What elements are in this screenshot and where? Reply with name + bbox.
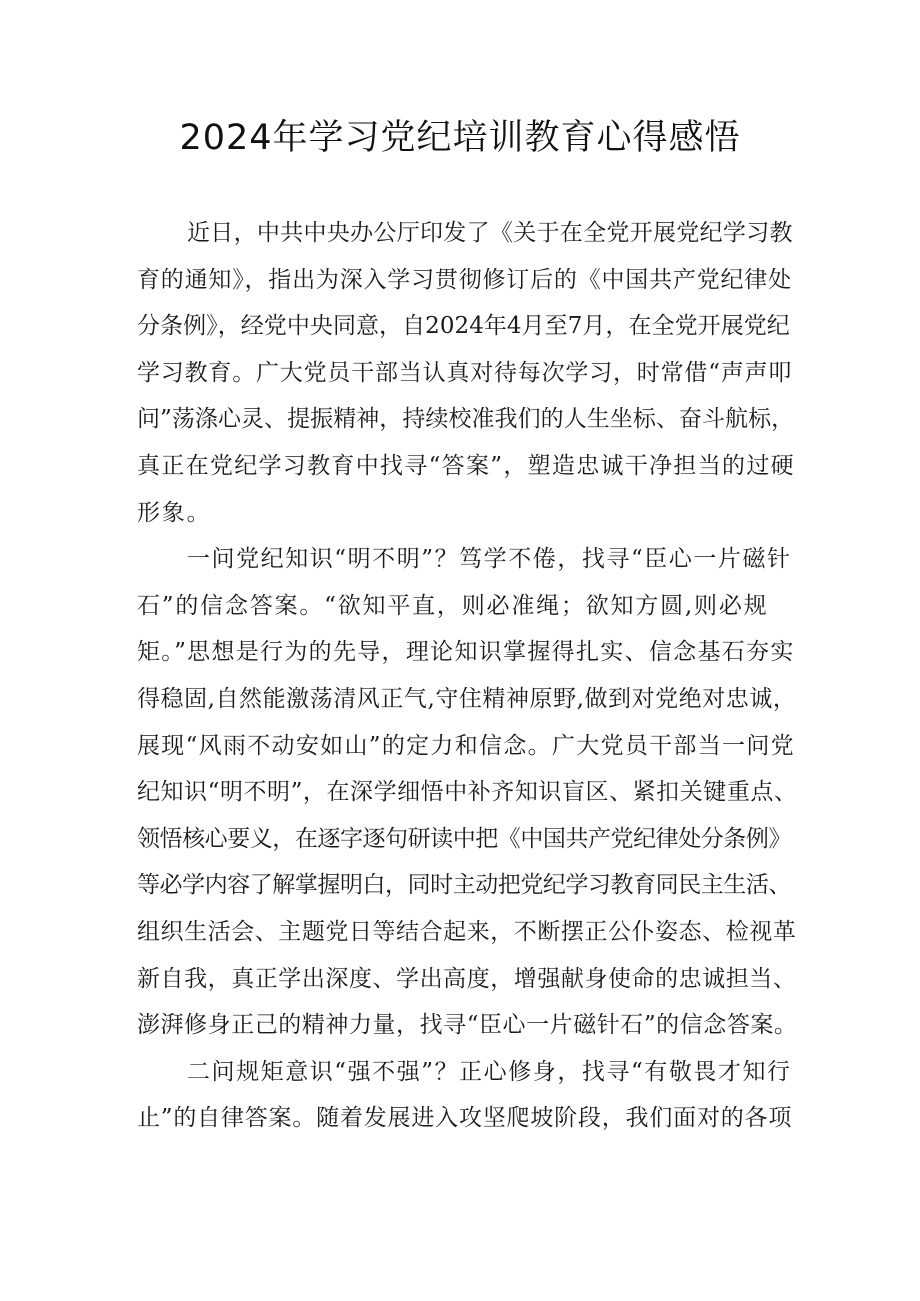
text-line: 真正在党纪学习教育中找寻“答案”，塑造忠诚干净担当的过硬 bbox=[137, 452, 795, 479]
text-line: 学习教育。广大党员干部当认真对待每次学习，时常借“声声叩 bbox=[137, 359, 793, 386]
text-line: 组织生活会、主题党日等结合起来，不断摆正公仆姿态、检视革 bbox=[137, 918, 797, 945]
text-line: 止”的自律答案。随着发展进入攻坚爬坡阶段，我们面对的各项 bbox=[137, 1105, 793, 1132]
text-line: 得稳固,自然能激荡清风正气,守住精神原野,做到对党绝对忠诚， bbox=[137, 685, 797, 712]
text-line: 石”的信念答案。“欲知平直，则必准绳；欲知方圆,则必规 bbox=[137, 592, 769, 619]
document-body bbox=[137, 210, 797, 1142]
text-line: 近日，中共中央办公厅印发了《关于在全党开展党纪学习教 bbox=[187, 220, 793, 246]
text-line: 展现“风雨不动安如山”的定力和信念。广大党员干部当一问党 bbox=[137, 732, 795, 759]
text-line: 矩。”思想是行为的先导，理论知识掌握得扎实、信念基石夯实 bbox=[137, 639, 795, 666]
text-line: 澎湃修身正己的精神力量，找寻“臣心一片磁针石”的信念答案。 bbox=[137, 1012, 798, 1039]
text-line: 纪知识“明不明”，在深学细悟中补齐知识盲区、紧扣关键重点、 bbox=[137, 779, 798, 806]
text-line: 新自我，真正学出深度、学出高度，增强献身使命的忠诚担当、 bbox=[137, 965, 797, 992]
text-line: 分条例》，经党中央同意，自2024年4月至7月，在全党开展党纪 bbox=[137, 313, 790, 340]
document-title: 2024年学习党纪培训教育心得感悟 bbox=[179, 118, 741, 158]
text-line: 一问党纪知识“明不明”？笃学不倦，找寻“臣心一片磁针 bbox=[187, 546, 792, 573]
text-line: 领悟核心要义，在逐字逐句研读中把《中国共产党纪律处分条例》 bbox=[137, 825, 791, 852]
text-line: 等必学内容了解掌握明白，同时主动把党纪学习教育同民主生活、 bbox=[137, 872, 791, 899]
text-line: 育的通知》，指出为深入学习贯彻修订后的《中国共产党纪律处 bbox=[137, 266, 792, 293]
text-line: 形象。 bbox=[137, 499, 212, 526]
text-line: 问”荡涤心灵、提振精神，持续校准我们的人生坐标、奋斗航标， bbox=[137, 406, 795, 433]
text-line: 二问规矩意识“强不强”？正心修身，找寻“有敬畏才知行 bbox=[187, 1058, 792, 1085]
